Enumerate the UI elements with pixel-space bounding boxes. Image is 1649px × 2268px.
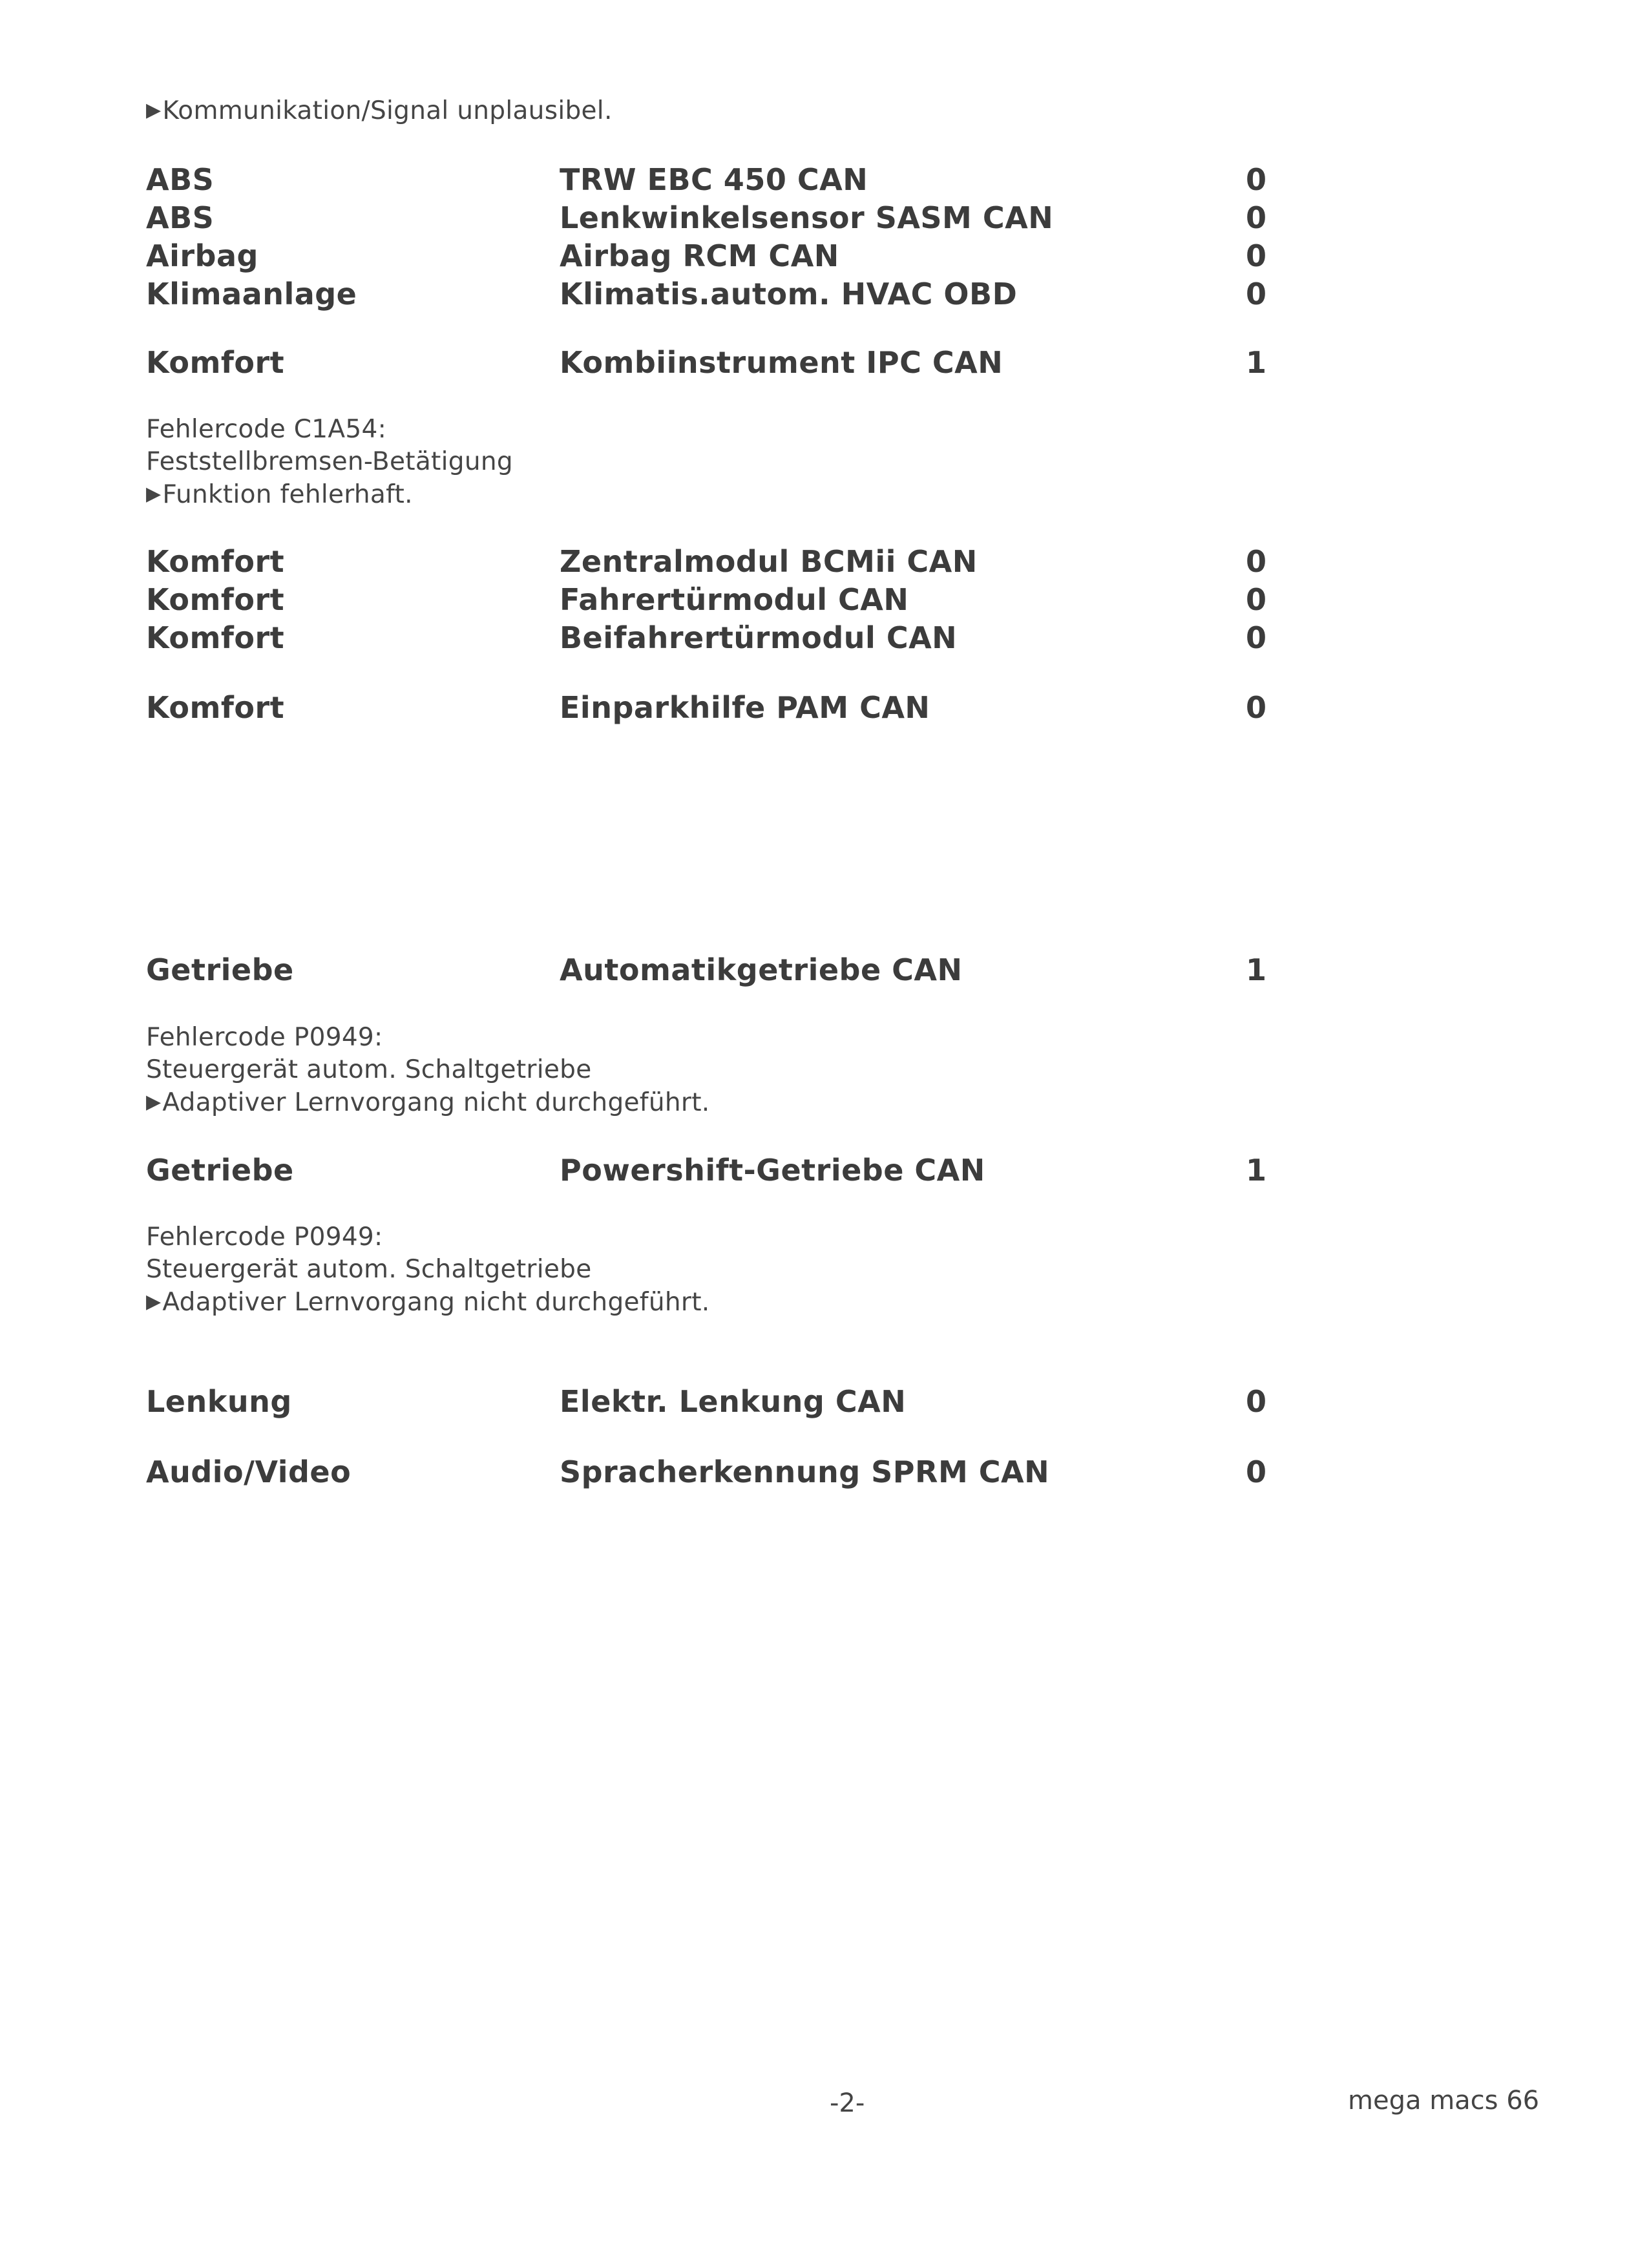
- category-label: Komfort: [146, 690, 285, 725]
- category-label: Getriebe: [146, 1153, 294, 1188]
- module-label: Beifahrertürmodul CAN: [560, 620, 958, 655]
- fault-count: 0: [1246, 277, 1267, 311]
- category-label: Lenkung: [146, 1384, 292, 1419]
- fault-count: 0: [1246, 690, 1267, 725]
- fault-status: ▶Funktion fehlerhaft.: [146, 480, 413, 509]
- category-label: Airbag: [146, 238, 258, 273]
- fault-count: 1: [1246, 345, 1267, 380]
- module-label: TRW EBC 450 CAN: [560, 162, 868, 197]
- fault-component: Feststellbremsen-Betätigung: [146, 447, 513, 476]
- module-label: Automatikgetriebe CAN: [560, 952, 963, 987]
- fault-details: [146, 1022, 709, 1119]
- fault-code: Fehlercode P0949:: [146, 1223, 383, 1252]
- module-label: Einparkhilfe PAM CAN: [560, 690, 930, 725]
- module-label: Spracherkennung SPRM CAN: [560, 1454, 1050, 1489]
- triangle-right-icon: ▶: [146, 99, 162, 121]
- fault-status: ▶Adaptiver Lernvorgang nicht durchgeführt.: [146, 1088, 710, 1117]
- triangle-right-icon: ▶: [146, 1290, 162, 1313]
- category-label: Komfort: [146, 582, 285, 617]
- category-label: ABS: [146, 200, 215, 235]
- intro-note: ▶Kommunikation/Signal unplausibel.: [146, 96, 613, 125]
- module-label: Elektr. Lenkung CAN: [560, 1384, 907, 1419]
- page-number: -2-: [830, 2088, 865, 2118]
- module-label: Kombiinstrument IPC CAN: [560, 345, 1003, 380]
- module-label: Zentralmodul BCMii CAN: [560, 544, 978, 579]
- fault-count: 0: [1246, 162, 1267, 197]
- module-label: Fahrertürmodul CAN: [560, 582, 909, 617]
- device-label: mega macs 66: [1348, 2086, 1540, 2116]
- category-label: Komfort: [146, 544, 285, 579]
- fault-details: [146, 1221, 709, 1319]
- triangle-right-icon: ▶: [146, 1091, 162, 1113]
- fault-count: 0: [1246, 200, 1267, 235]
- fault-count: 0: [1246, 238, 1267, 273]
- fault-code: Fehlercode C1A54:: [146, 415, 387, 444]
- category-label: Getriebe: [146, 952, 294, 987]
- triangle-right-icon: ▶: [146, 483, 162, 505]
- module-label: Airbag RCM CAN: [560, 238, 839, 273]
- module-label: Klimatis.autom. HVAC OBD: [560, 277, 1018, 311]
- fault-component: Steuergerät autom. Schaltgetriebe: [146, 1255, 592, 1284]
- category-label: ABS: [146, 162, 215, 197]
- module-label: Lenkwinkelsensor SASM CAN: [560, 200, 1054, 235]
- fault-count: 0: [1246, 544, 1267, 579]
- fault-count: 0: [1246, 620, 1267, 655]
- fault-details: [146, 414, 513, 511]
- fault-code: Fehlercode P0949:: [146, 1023, 383, 1052]
- module-label: Powershift-Getriebe CAN: [560, 1153, 985, 1188]
- category-label: Klimaanlage: [146, 277, 357, 311]
- fault-count: 0: [1246, 1454, 1267, 1489]
- fault-count: 0: [1246, 582, 1267, 617]
- fault-count: 1: [1246, 952, 1267, 987]
- fault-component: Steuergerät autom. Schaltgetriebe: [146, 1055, 592, 1084]
- fault-status: ▶Adaptiver Lernvorgang nicht durchgeführt.: [146, 1288, 710, 1317]
- fault-count: 0: [1246, 1384, 1267, 1419]
- category-label: Audio/Video: [146, 1454, 352, 1489]
- fault-count: 1: [1246, 1153, 1267, 1188]
- category-label: Komfort: [146, 620, 285, 655]
- category-label: Komfort: [146, 345, 285, 380]
